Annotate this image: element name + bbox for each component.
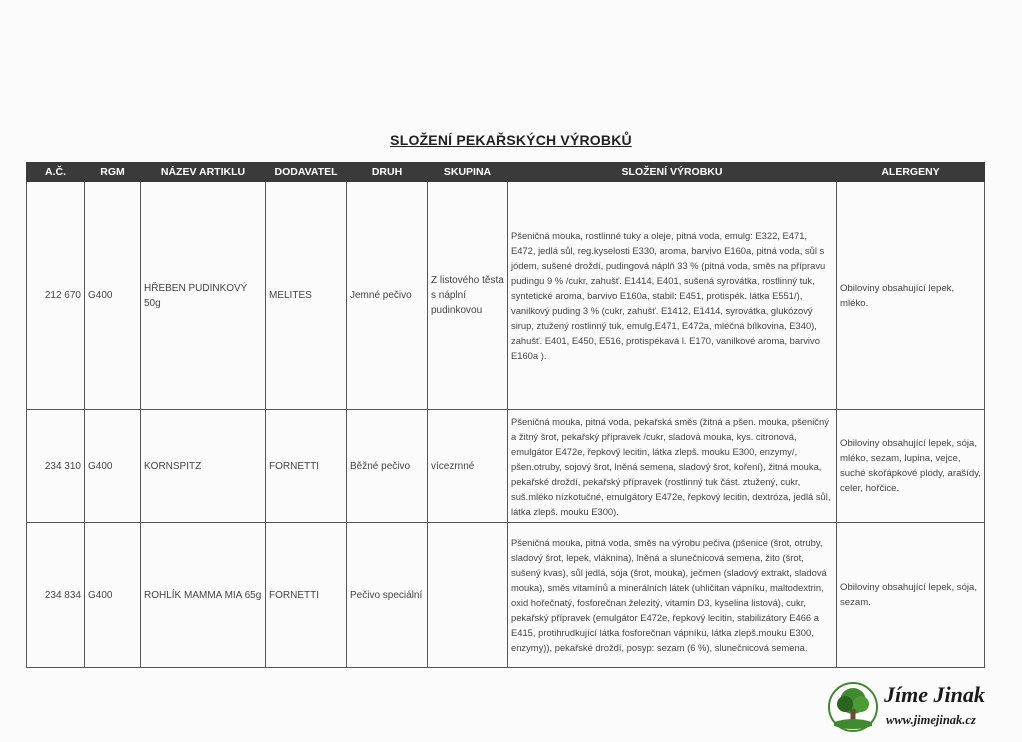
cell-ac: 234 310 (27, 410, 85, 523)
cell-group (428, 523, 508, 668)
table-row (27, 410, 985, 523)
column-header-supplier: DODAVATEL (266, 163, 347, 182)
tree-icon (828, 682, 878, 732)
cell-type: Pečivo speciální (347, 523, 428, 668)
cell-supplier: FORNETTI (266, 410, 347, 523)
cell-rgm: G400 (85, 410, 141, 523)
cell-rgm: G400 (85, 523, 141, 668)
composition-table (26, 162, 985, 668)
column-header-rgm: RGM (85, 163, 141, 182)
column-header-allergens: ALERGENY (837, 163, 985, 182)
cell-supplier: FORNETTI (266, 523, 347, 668)
table-row (27, 523, 985, 668)
cell-composition: Pšeničná mouka, pitná voda, pekařská směs (žitná a pšen. mouka, pšeničný a žitný šrot, pekařský přípravek /cukr, sladová mouka, kys. citronová, emulgátor E472e, řepkový lecitin, látka zlepš. mouku E300, enzymy/, pšen.otruby, sojový šrot, lněná semena, sladový šrot, koření), žitná mouka, pekařské droždí, pekařský přípravek (rostlinný tuk část. ztužený, cukr, suš.mléko nízkotučné, emulgátory E472e, řepkový lecitin, dextróza, jedlá sůl, látka zlepš. mouku E300). (508, 410, 837, 523)
table-row (27, 182, 985, 410)
cell-type: Běžné pečivo (347, 410, 428, 523)
table-header-row (27, 163, 985, 182)
cell-ac: 234 834 (27, 523, 85, 668)
column-header-composition: SLOŽENÍ VÝROBKU (508, 163, 837, 182)
cell-ac: 212 670 (27, 182, 85, 410)
column-header-type: DRUH (347, 163, 428, 182)
cell-group: Z listového těsta s náplní pudinkovou (428, 182, 508, 410)
cell-composition: Pšeničná mouka, rostlinné tuky a oleje, pitná voda, emulg: E322, E471, E472, jedlá sůl, reg.kyselosti E330, aroma, barvivo E160a, pitná voda, sůl s jódem, sušené droždí, pudingová náplň 33 % (pitná voda, směs na přípravu pudingu 9 % /cukr, zahušť. E1414, E401, sušená syrovátka, rostlinný tuk, syntetické aroma, barvivo E160a, stabil: E451, protispék. látka E551/), vanilkový puding 3 % (cukr, zahušť. E1412, E1414, syrovátka, glukózový sirup, ztužený rostlinný tuk, emulg.E471, E472a, mléčná bílkovina, E340), zahušť. E401, E450, E516, protispékavá l. E170, vanilkové aroma, barvivo E160a ). (508, 182, 837, 410)
logo-url: www.jimejinak.cz (886, 713, 976, 727)
cell-supplier: MELITES (266, 182, 347, 410)
cell-name: HŘEBEN PUDINKOVÝ 50g (141, 182, 266, 410)
cell-group: vícezrnné (428, 410, 508, 523)
column-header-ac: A.Č. (27, 163, 85, 182)
cell-rgm: G400 (85, 182, 141, 410)
cell-allergens: Obiloviny obsahující lepek, sója, mléko, sezam, lupina, vejce, suché skořápkové plody, arašídy, celer, hořčice. (837, 410, 985, 523)
cell-allergens: Obiloviny obsahující lepek, sója, sezam. (837, 523, 985, 668)
cell-type: Jemné pečivo (347, 182, 428, 410)
column-header-group: SKUPINA (428, 163, 508, 182)
column-header-name: NÁZEV ARTIKLU (141, 163, 266, 182)
page-title: SLOŽENÍ PEKAŘSKÝCH VÝROBKŮ (390, 132, 632, 148)
cell-name: ROHLÍK MAMMA MIA 65g (141, 523, 266, 668)
jime-jinak-logo (826, 680, 1016, 736)
cell-name: KORNSPITZ (141, 410, 266, 523)
cell-allergens: Obiloviny obsahující lepek, mléko. (837, 182, 985, 410)
logo-name: Jíme Jinak (884, 682, 985, 707)
cell-composition: Pšeničná mouka, pitná voda, směs na výrobu pečiva (pšenice (šrot, otruby, sladový šrot, lepek, vláknina), lněná a slunečnicová semena, žito (šrot, sušený kvas), sůl jedlá, sója (šrot, mouka), ječmen (sladový extrakt, sladová mouka), směs vitamínů a minerálních látek (uhličitan vápníku, maltodextrin, oxid hořečnatý, fosforečnan železitý, vitamin D3, kyselina listová), cukr, pekařský přípravek (emulgátor E472e, řepkový lecitin, stabilizátory E466 a E415, protihrudkující látka fosforečnan vápníku, látka zlepš.mouku E300, enzymy)), pekařské droždí, posyp: sezam (6 %), slunečnicová semena. (508, 523, 837, 668)
